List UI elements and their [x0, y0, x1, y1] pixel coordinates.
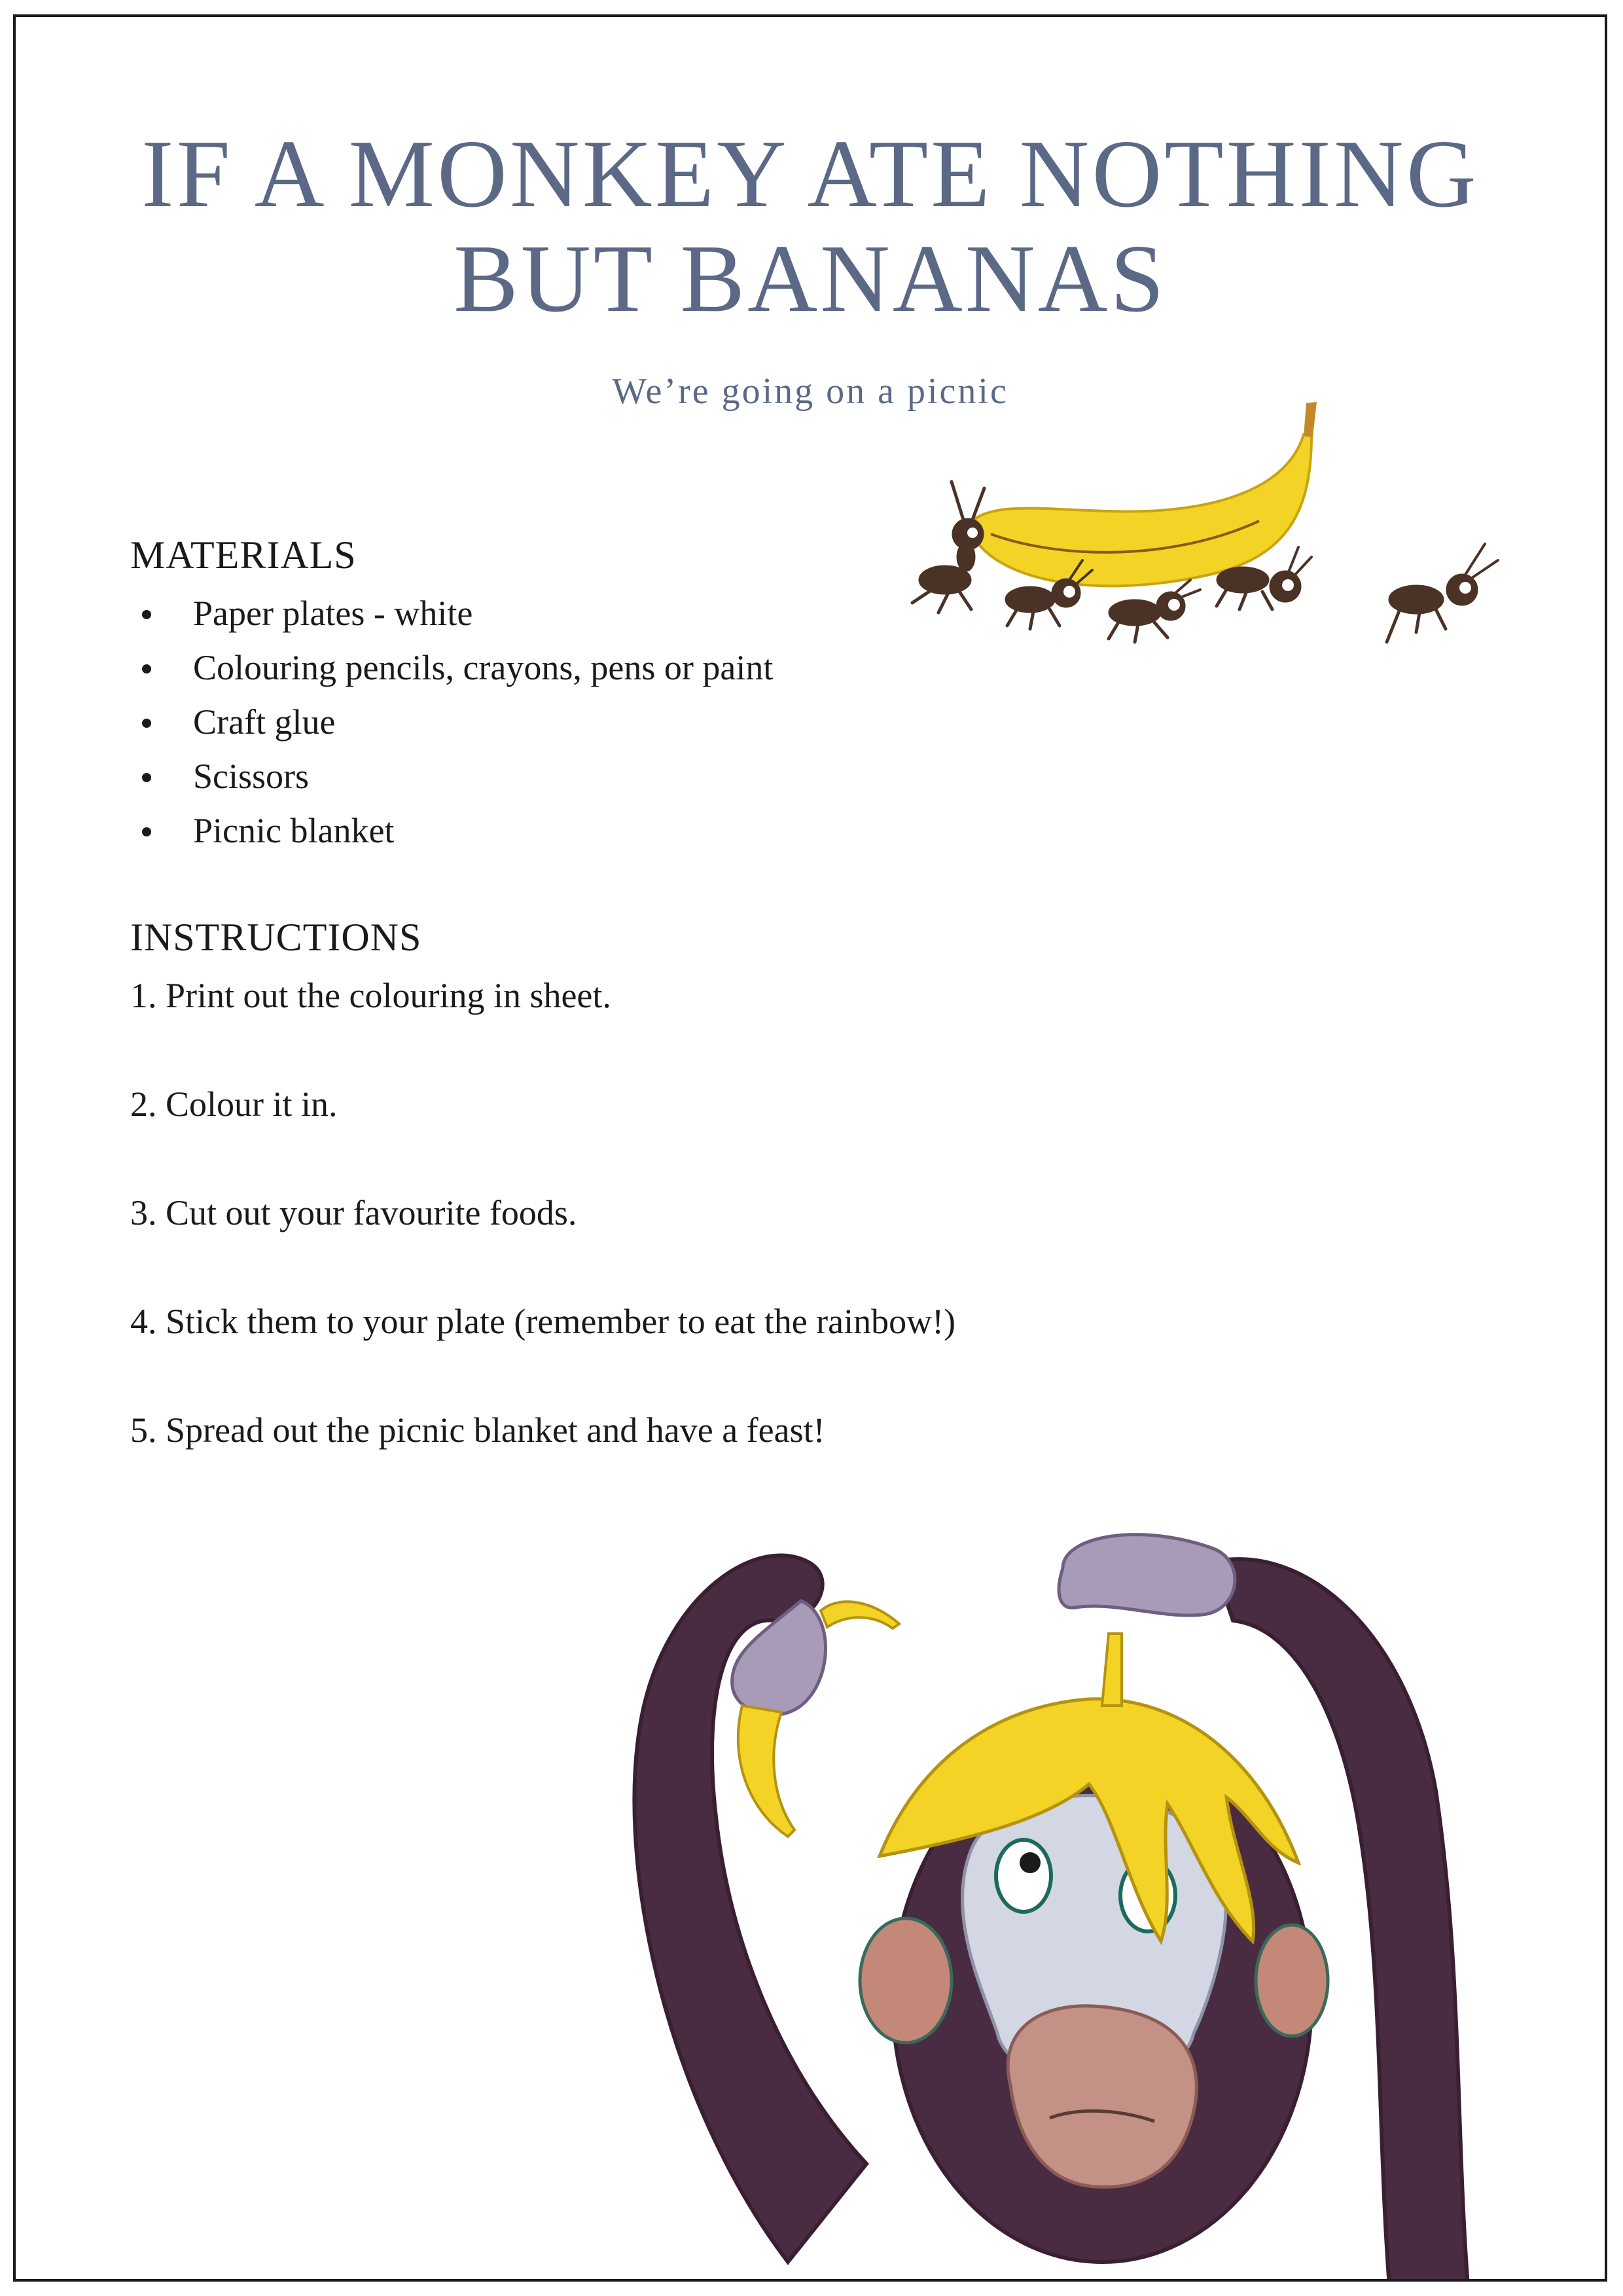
material-label: Picnic blanket: [193, 811, 395, 850]
material-label: Colouring pencils, crayons, pens or paint: [193, 648, 774, 687]
instruction-step: 4. Stick them to your plate (remember to eat the rainbow!): [130, 1302, 956, 1341]
ants-carrying-banana-illustration: [893, 384, 1534, 658]
page-frame: [13, 14, 1607, 2282]
list-item: [130, 695, 773, 749]
instructions-list: [130, 969, 955, 1513]
list-item: [130, 749, 773, 804]
ant-3: [1109, 580, 1200, 642]
title-line-2: BUT BANANAS: [454, 225, 1167, 332]
subtitle: We’re going on a picnic: [612, 371, 1008, 412]
monkey-illustration: [605, 1509, 1586, 2282]
instruction-step: 2. Colour it in.: [130, 1085, 338, 1124]
bullet-icon: [142, 773, 151, 782]
title-line-1: IF A MONKEY ATE NOTHING: [141, 120, 1479, 228]
page-title: [16, 122, 1605, 331]
monkey-right-hand: [1059, 1535, 1235, 1615]
list-item: [130, 641, 773, 695]
material-label: Craft glue: [193, 702, 336, 742]
bullet-icon: [142, 664, 151, 673]
banana-illustration: [968, 402, 1317, 586]
ant-1: [912, 482, 984, 613]
bullet-icon: [142, 719, 151, 728]
instruction-step: 5. Spread out the picnic blanket and have a feast!: [130, 1410, 825, 1450]
material-label: Scissors: [193, 757, 310, 796]
list-item: [130, 804, 773, 858]
instructions-heading: INSTRUCTIONS: [130, 916, 422, 959]
materials-list: [130, 586, 773, 858]
bullet-icon: [142, 827, 151, 836]
ant-5: [1387, 544, 1498, 642]
material-label: Paper plates - white: [193, 594, 473, 633]
instruction-step: 3. Cut out your favourite foods.: [130, 1193, 577, 1232]
bullet-icon: [142, 610, 151, 619]
materials-heading: MATERIALS: [130, 533, 357, 577]
list-item: [130, 586, 773, 641]
instruction-step: 1. Print out the colouring in sheet.: [130, 976, 611, 1015]
